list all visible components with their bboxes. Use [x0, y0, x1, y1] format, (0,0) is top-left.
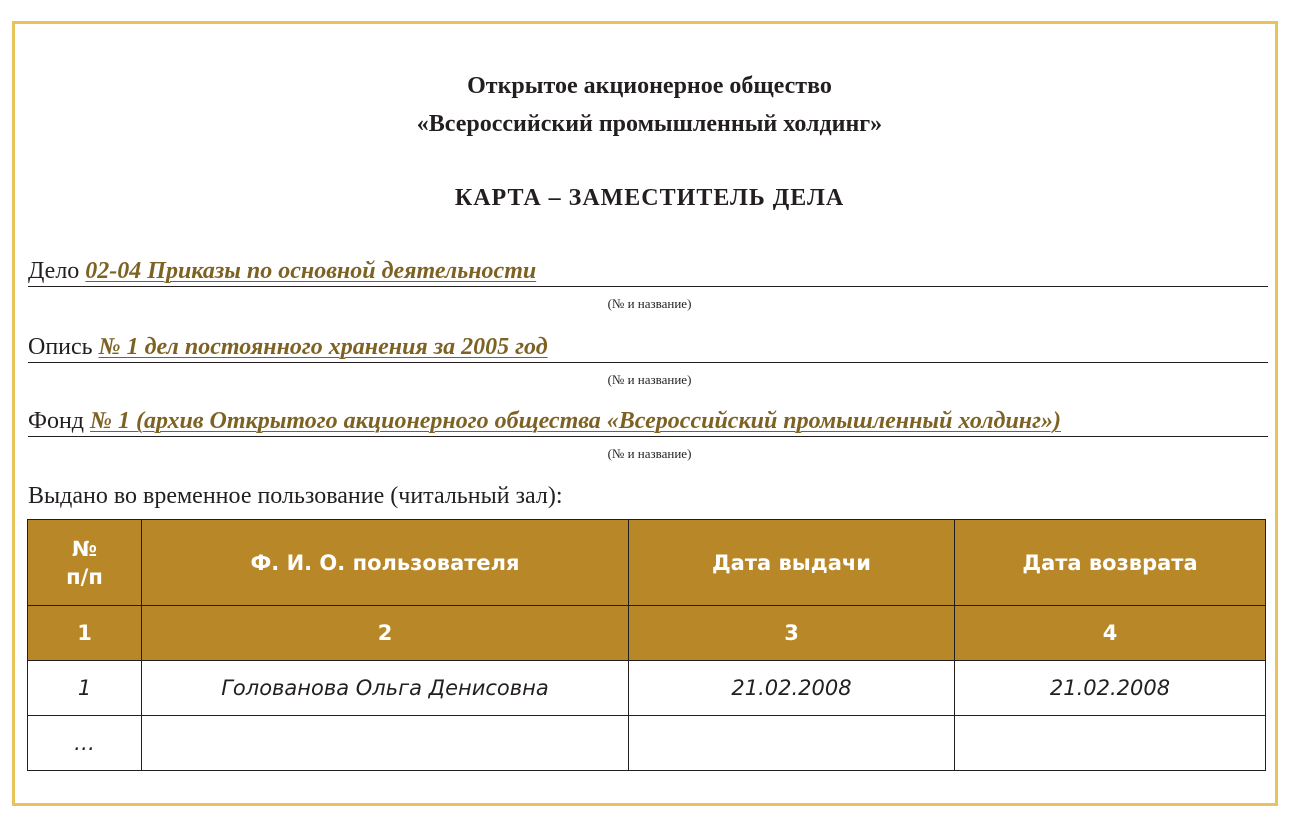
fond-value: № 1 (архив Открытого акционерного общества «Всероссийский промышленный холдинг»): [90, 408, 1061, 434]
row-fio: Голованова Ольга Денисовна: [142, 661, 629, 716]
header-num-line-1: №: [71, 536, 98, 561]
header-fio: Ф. И. О. пользователя: [142, 520, 629, 606]
row-issue-date: 21.02.2008: [629, 661, 955, 716]
table-row-empty: [28, 716, 1266, 771]
delo-label: Дело: [28, 258, 80, 284]
opis-field: [28, 332, 1268, 363]
empty-cell: [142, 716, 629, 771]
delo-hint: (№ и название): [607, 296, 692, 311]
organization-name-line-1: Открытое акционерное общество: [467, 73, 832, 99]
header-num-line-2: п/п: [66, 564, 103, 589]
header-num: [28, 520, 142, 606]
table-header-row: [28, 520, 1266, 606]
delo-field: [28, 256, 1268, 287]
continuation-ellipsis: …: [28, 716, 142, 771]
loan-table: [27, 519, 1266, 771]
fond-hint: (№ и название): [607, 446, 692, 461]
column-number: 3: [629, 606, 955, 661]
delo-value: 02-04 Приказы по основной деятельности: [85, 258, 537, 284]
fond-label: Фонд: [28, 408, 85, 434]
row-num: 1: [28, 661, 142, 716]
column-number: 1: [28, 606, 142, 661]
row-return-date: 21.02.2008: [955, 661, 1266, 716]
opis-value: № 1 дел постоянного хранения за 2005 год: [98, 334, 548, 360]
column-number: 2: [142, 606, 629, 661]
empty-cell: [629, 716, 955, 771]
fond-field: [28, 406, 1268, 437]
opis-hint: (№ и название): [607, 372, 692, 387]
issued-label: Выдано во временное пользование (читальный зал):: [28, 483, 563, 509]
column-number: 4: [955, 606, 1266, 661]
organization-name-line-2: «Всероссийский промышленный холдинг»: [416, 111, 883, 137]
opis-label: Опись: [28, 334, 93, 360]
empty-cell: [955, 716, 1266, 771]
header-return-date: Дата возврата: [955, 520, 1266, 606]
document-title: КАРТА – ЗАМЕСТИТЕЛЬ ДЕЛА: [454, 185, 845, 211]
header-issue-date: Дата выдачи: [629, 520, 955, 606]
table-row: [28, 661, 1266, 716]
column-number-row: [28, 606, 1266, 661]
